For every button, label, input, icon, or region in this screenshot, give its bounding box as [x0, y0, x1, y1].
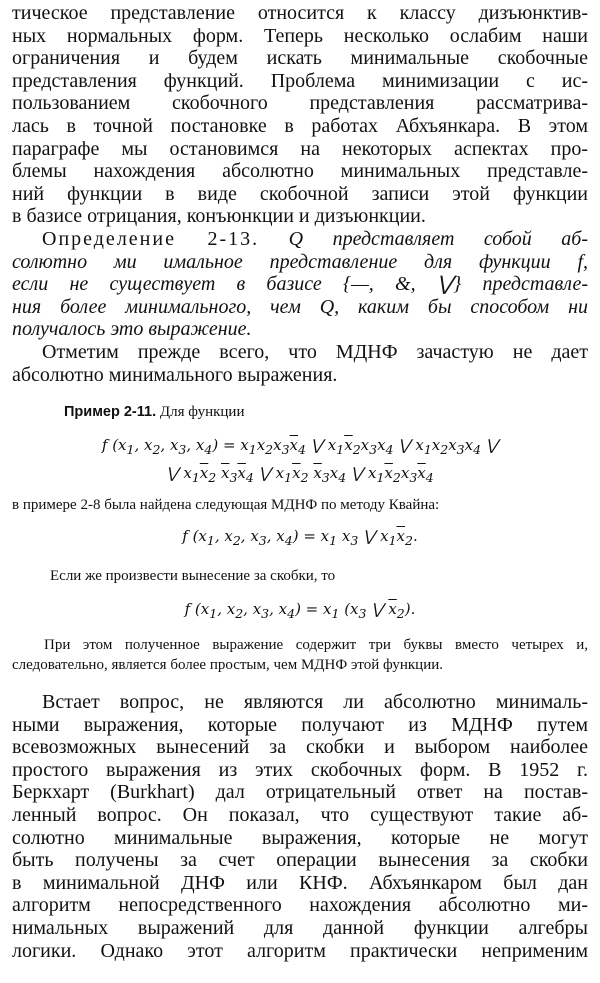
text-line: представления функций. Проблема минимизации с ис-	[12, 69, 588, 92]
text-line: получалось это выражение.	[12, 318, 252, 341]
text-line: ний функции в виде скобочной записи этой функции	[12, 182, 588, 205]
text-line: если не существует в базисе {—, &, ⋁} представле-	[12, 273, 588, 296]
text-line: параграфе мы остановимся на некоторых аспектах про-	[12, 137, 588, 160]
text-line: простого выражения из этих скобочных форм. В 1952 г.	[12, 758, 588, 781]
text-line: лась в точной постановке в работах Абхъянкара. В этом	[12, 114, 588, 137]
definition-first-line	[12, 228, 588, 251]
mdnf-text: в примере 2-8 была найдена следующая МДНФ по методу Квайна:	[12, 497, 440, 514]
text-line: в базисе отрицания, конъюнкции и дизъюнкции.	[12, 205, 426, 228]
example-intro: Для функции	[159, 404, 245, 421]
text-line: тическое представление относится к классу дизъюнктив-	[12, 2, 588, 24]
text-line: Встает вопрос, не являются ли абсолютно минималь-	[42, 691, 588, 714]
definition-label: Определение 2-13.	[42, 227, 260, 250]
text-line: логики. Однако этот алгоритм практически неприменим	[12, 939, 588, 962]
text-line: солютно минимальные выражения, которые не могут	[12, 826, 588, 849]
text-line: ограничения и будем искать минимальные скобочные	[12, 47, 588, 70]
text-line: ленный вопрос. Он показал, что существуют такие аб-	[12, 804, 588, 827]
text-line: ных нормальных форм. Теперь несколько ослабим наши	[12, 24, 588, 47]
text-line: всевозможных вынесений за скобки и выбором наиболее	[12, 736, 588, 759]
text-line: алгоритм непосредственного нахождения абсолютно ми-	[12, 894, 588, 917]
text-line: Отметим прежде всего, что МДНФ зачастую не дает	[42, 340, 588, 363]
text-line: При этом полученное выражение содержит три буквы вместо	[44, 637, 499, 654]
remark-paragraph	[12, 341, 588, 386]
question-paragraph	[12, 691, 588, 962]
intro-paragraph	[12, 2, 588, 228]
text-line: быть получены за счет операции вынесения за скобки	[12, 849, 588, 872]
text-line: пользованием скобочного представления рассматрива-	[12, 92, 588, 115]
example-conclusion	[12, 635, 588, 675]
example-block	[12, 402, 588, 675]
formula-mdnf: f ($x_1$, $x_2$, $x_3$, $x_4) = x_1$ $x_3$ ⋁ $x_1\overline{x}_2$.	[182, 527, 418, 549]
example-heading	[12, 402, 588, 422]
if-text: Если же произвести вынесение за скобки, то	[50, 568, 336, 585]
text-line: ными выражения, которые получают из МДНФ путем	[12, 713, 588, 736]
formula-function-line-2: ⋁ $x_1\overline{x}_2$ $\overline{x}_3\overline{x}_4$ ⋁ $x_1\overline{x}_2$ $\overline{x}_3x_4$ ⋁ $x_1\overline{x}_2x_3\overline{x}_4$	[166, 464, 434, 486]
text-line: блемы нахождения абсолютно минимальных представле-	[12, 160, 588, 183]
text-line: Q представляет собой аб-	[288, 227, 589, 250]
formula-factored: f ($x_1$, $x_2$, $x_3$, $x_4) = x_1$ ($x_3$ ⋁ $\overline{x}_2$).	[184, 600, 416, 622]
formula-function-line-1: f ($x_1$, $x_2$, $x_3$, $x_4) = x_1x_2x_3\overline{x}_4$ ⋁ $x_1\overline{x}_2x_3x_4$ ⋁ $x_1x_2x_3x_4$ ⋁	[101, 436, 499, 458]
text-line: солютно ми имальное представление для функции f,	[12, 250, 588, 273]
text-line: в минимальной ДНФ или КНФ. Абхъянкаром был дан	[12, 871, 588, 894]
text-line: Беркхарт (Burkhart) дал отрицательный ответ на постав-	[12, 781, 588, 804]
text-line: ния более минимального, чем Q, каким бы способом ни	[12, 295, 588, 318]
definition-paragraph	[12, 228, 588, 341]
text-line: нимальных выражений для данной функции алгебры	[12, 917, 588, 940]
example-label: Пример 2-11.	[64, 404, 157, 421]
text-line: функции.	[383, 657, 444, 674]
text-line: абсолютно минимального выражения.	[12, 363, 338, 386]
text-line: четырех и, следовательно, является более простым, чем МДНФ этой	[12, 637, 588, 674]
